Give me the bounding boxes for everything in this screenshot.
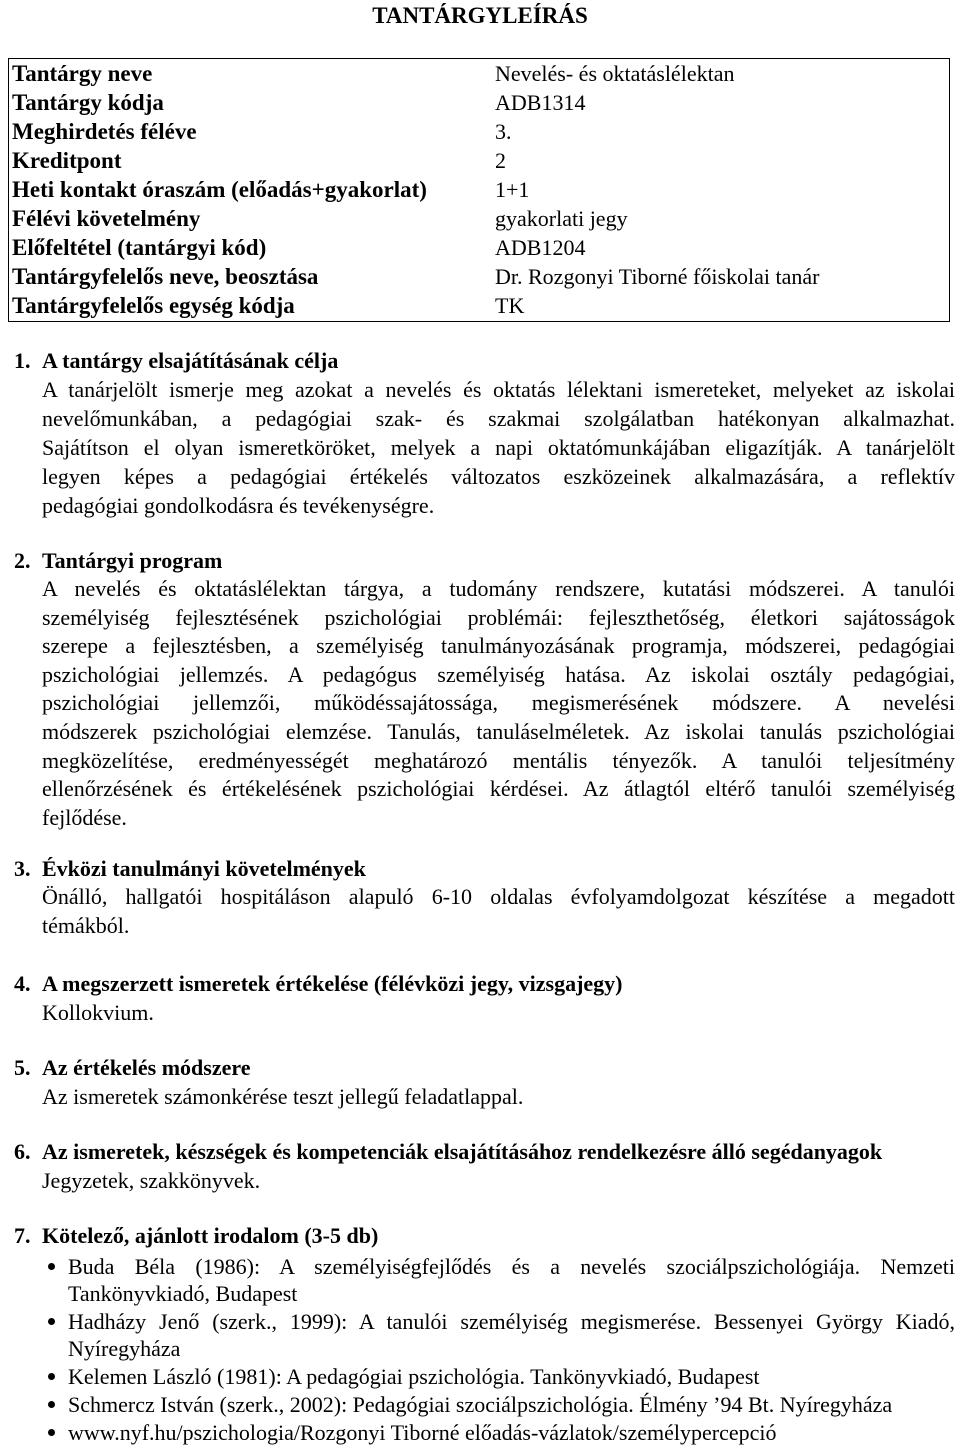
table-row: [9, 59, 949, 88]
section-literature: [14, 1221, 955, 1447]
section-assessment: [14, 969, 955, 1027]
table-row: [9, 262, 949, 291]
row-value: TK: [495, 292, 525, 318]
paragraph-line: Kollokvium.: [42, 1000, 154, 1025]
section-number: 6.: [14, 1139, 31, 1164]
row-label: Heti kontakt óraszám (előadás+gyakorlat): [12, 176, 427, 202]
list-item-line: Tankönyvkiadó, Budapest: [68, 1280, 298, 1306]
paragraph-line: legyen képes a pedagógiai értékelés változatos eszközeinek alkalmazására, a reflektív: [42, 464, 955, 489]
row-label: Félévi követelmény: [12, 205, 201, 231]
bullet-icon: [48, 1318, 55, 1325]
bullet-icon: [48, 1429, 55, 1436]
row-label: Meghirdetés féléve: [12, 118, 197, 144]
list-item-line: Nyíregyháza: [68, 1335, 181, 1361]
row-value: Nevelés- és oktatáslélektan: [495, 60, 735, 86]
paragraph-line: módszerek pszichológiai elemzése. Tanulás, tanuláselméletek. Az iskolai tanulás pszichológiai: [42, 718, 955, 744]
list-item-line: Kelemen László (1981): A pedagógiai pszichológia. Tankönyvkiadó, Budapest: [68, 1363, 760, 1389]
section-course-objective: [14, 346, 955, 520]
section-title: Az értékelés módszere: [42, 1055, 251, 1080]
section-assessment-method: [14, 1053, 955, 1111]
section-title: Kötelező, ajánlott irodalom (3-5 db): [42, 1223, 379, 1248]
row-value: gyakorlati jegy: [495, 205, 628, 231]
section-number: 2.: [14, 548, 31, 573]
section-title: Tantárgyi program: [42, 548, 223, 573]
section-number: 4.: [14, 971, 31, 996]
literature-list: [14, 1253, 955, 1446]
paragraph-line: pszichológiai jellemzés. A pedagógus személyiség hatása. Az iskolai osztály pedagógiai,: [42, 661, 955, 687]
section-body: [42, 575, 955, 832]
section-heading: [14, 969, 955, 998]
paragraph-line: témákból.: [42, 912, 130, 938]
section-heading: [14, 1053, 955, 1082]
paragraph-line: ellenőrzésének és értékelésének pszichológiai kérdései. Az átlagtól eltérő tanulói személyiség: [42, 776, 955, 802]
row-value: 1+1: [495, 176, 530, 202]
bullet-icon: [48, 1373, 55, 1380]
row-label: Előfeltétel (tantárgyi kód): [12, 234, 267, 260]
bullet-icon: [48, 1401, 55, 1408]
paragraph-line: Jegyzetek, szakkönyvek.: [42, 1168, 261, 1193]
course-info-table: [8, 58, 950, 322]
list-item-line: www.nyf.hu/pszichologia/Rozgonyi Tiborné előadás-vázlatok/személypercepció: [68, 1419, 777, 1445]
row-label: Tantárgy kódja: [12, 89, 164, 115]
section-number: 7.: [14, 1223, 31, 1248]
paragraph-line: pszichológiai jellemzői, működéssajátossága, megismerésének módszere. A nevelési: [42, 690, 955, 716]
paragraph-line: megközelítése, eredményességét meghatározó mentális tényezők. A tanulói teljesítmény: [42, 747, 955, 773]
document-title: TANTÁRGYLEÍRÁS: [372, 3, 588, 28]
row-label: Kreditpont: [12, 147, 122, 173]
section-title: A megszerzett ismeretek értékelése (félévközi jegy, vizsgajegy): [42, 971, 623, 996]
section-heading: [14, 1137, 955, 1166]
section-heading: [14, 546, 955, 575]
table-row: [9, 117, 949, 146]
table-row: [9, 233, 949, 262]
row-value: 3.: [495, 118, 512, 144]
row-label: Tantárgyfelelős egység kódja: [12, 292, 295, 318]
section-body: [42, 883, 955, 940]
list-item-line: Buda Béla (1986): A személyiségfejlődés és a nevelés szociálpszichológiája. Nemzeti: [68, 1253, 955, 1279]
section-number: 3.: [14, 856, 31, 881]
section-heading: [14, 346, 955, 375]
list-item: [14, 1308, 955, 1362]
list-item: [14, 1391, 955, 1418]
table-row: [9, 146, 949, 175]
paragraph-line: nevelőmunkában, a pedagógiai szak- és szakmai szolgálatban hatékonyan alkalmazhat.: [42, 406, 955, 431]
table-row: [9, 204, 949, 233]
section-body: [42, 1166, 955, 1195]
table-row: [9, 88, 949, 117]
section-body: [42, 1082, 955, 1111]
section-title: Évközi tanulmányi követelmények: [42, 856, 366, 881]
section-semester-requirements: [14, 854, 955, 940]
section-heading: [14, 854, 955, 883]
table-row: [9, 291, 949, 320]
section-body: [42, 375, 955, 520]
row-value: Dr. Rozgonyi Tiborné főiskolai tanár: [495, 263, 820, 289]
section-number: 1.: [14, 348, 31, 373]
row-label: Tantárgy neve: [12, 60, 153, 86]
section-body: [42, 998, 955, 1027]
list-item: [14, 1253, 955, 1307]
section-title: Az ismeretek, készségek és kompetenciák elsajátításához rendelkezésre álló segédanyagok: [42, 1139, 883, 1164]
paragraph-line: fejlődése.: [42, 804, 127, 830]
table-row: [9, 175, 949, 204]
paragraph-line: személyiség fejlesztésének pszichológiai problémái: fejleszthetőség, életkori sajátosságok: [42, 604, 955, 630]
row-value: 2: [495, 147, 506, 173]
list-item: [14, 1363, 955, 1390]
bullet-icon: [48, 1263, 55, 1270]
list-item: [14, 1419, 955, 1446]
row-label: Tantárgyfelelős neve, beosztása: [12, 263, 319, 289]
paragraph-line: Sajátítson el olyan ismeretköröket, melyek a napi oktatómunkájában eligazítják. A tanárjelölt: [42, 435, 955, 460]
paragraph-line: pedagógiai gondolkodásra és tevékenységre.: [42, 493, 435, 518]
paragraph-line: A tanárjelölt ismerje meg azokat a nevelés és oktatás lélektani ismereteket, melyeket az iskolai: [42, 377, 955, 402]
section-learning-materials: [14, 1137, 955, 1195]
list-item-line: Hadházy Jenő (szerk., 1999): A tanulói személyiség megismerése. Bessenyei György Kiadó,: [68, 1308, 955, 1334]
paragraph-line: szerepe a fejlesztésben, a személyiség tanulmányozásának programja, módszerei, pedagógiai: [42, 633, 955, 659]
paragraph-line: Az ismeretek számonkérése teszt jellegű feladatlappal.: [42, 1084, 524, 1109]
row-value: ADB1204: [495, 234, 586, 260]
row-value: ADB1314: [495, 89, 586, 115]
section-heading: [14, 1221, 955, 1250]
paragraph-line: Önálló, hallgatói hospitáláson alapuló 6-10 oldalas évfolyamdolgozat készítése a megadott: [42, 884, 955, 909]
section-title: A tantárgy elsajátításának célja: [42, 348, 339, 373]
list-item-line: Schmercz István (szerk., 2002): Pedagógiai szociálpszichológia. Élmény ’94 Bt. Nyíregyháza: [68, 1391, 893, 1417]
section-course-program: [14, 546, 955, 832]
section-number: 5.: [14, 1055, 31, 1080]
paragraph-line: A nevelés és oktatáslélektan tárgya, a tudomány rendszere, kutatási módszerei. A tanulói: [42, 576, 955, 601]
